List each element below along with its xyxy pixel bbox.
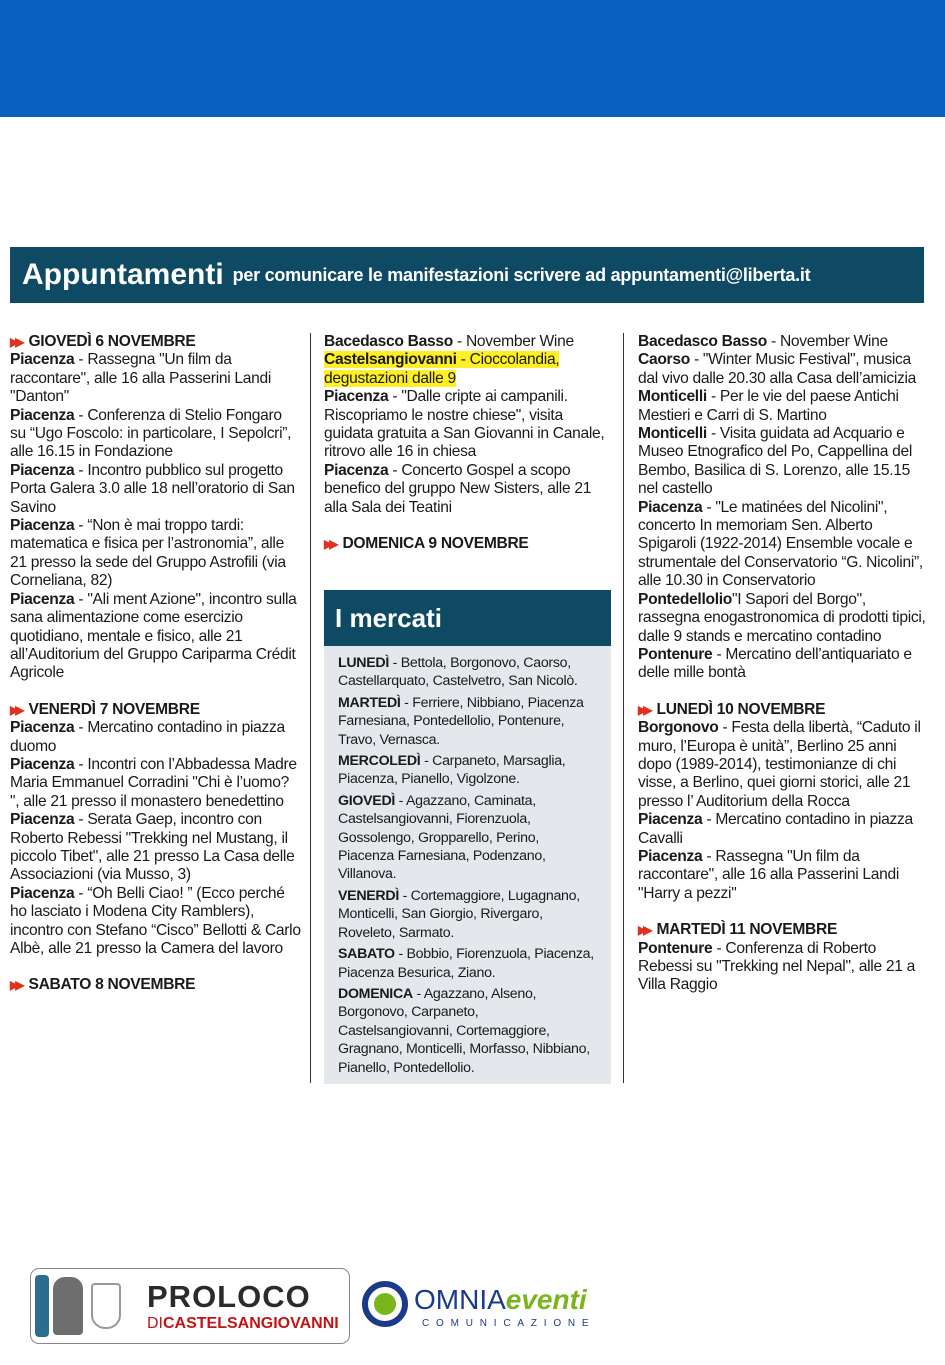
event-entry: Borgonovo - Festa della libertà, “Caduto il muro, l’Europa è unità”, Berlino 25 anni dopo (1989-2014), testimonianze di chi visse, a Berlino, quei giorni storici, alle 21 presso l’ Auditorium della Rocca bbox=[638, 719, 921, 810]
day-heading: ▶▶ LUNEDÌ 10 NOVEMBRE bbox=[638, 700, 826, 718]
event-entry: Piacenza - "Dalle cripte ai campanili. Riscopriamo le nostre chiese", visita guidata gratuita a San Giovanni in Canale, ritrovo alle 16 in chiesa bbox=[324, 388, 605, 461]
day-heading: ▶▶ DOMENICA 9 NOVEMBRE bbox=[324, 535, 529, 553]
event-entry: Piacenza - Mercatino contadino in piazza duomo bbox=[10, 719, 285, 755]
market-item: MARTEDÌ - Ferriere, Nibbiano, Piacenza Farnesiana, Pontedellolio, Pontenure, Travo, Vernasca. bbox=[338, 694, 584, 748]
double-arrow-icon: ▶▶ bbox=[10, 702, 21, 717]
person-silhouette-icon bbox=[53, 1277, 83, 1335]
banner-title: Appuntamenti bbox=[22, 258, 224, 291]
appuntamenti-banner bbox=[10, 247, 924, 303]
event-entry: Caorso - "Winter Music Festival", musica dal vivo dalle 20.30 alla Casa dell’amicizia bbox=[638, 351, 917, 387]
column-divider bbox=[310, 333, 311, 1083]
double-arrow-icon: ▶▶ bbox=[10, 978, 21, 993]
double-arrow-icon: ▶▶ bbox=[324, 537, 335, 552]
column-3 bbox=[638, 333, 928, 995]
proloco-side-label bbox=[35, 1275, 49, 1337]
column-1 bbox=[10, 333, 301, 995]
event-entry: Piacenza - Incontri con l’Abbadessa Madre Maria Emmanuel Corradini "Chi è l’uomo? ", alle 21 presso il monastero benedettino bbox=[10, 755, 297, 810]
proloco-logo bbox=[30, 1268, 350, 1344]
omnia-eventi-logo bbox=[362, 1276, 612, 1336]
column-divider bbox=[623, 333, 624, 1083]
event-entry: Monticelli - Per le vie del paese Antichi Mestieri e Carri di S. Martino bbox=[638, 388, 899, 424]
town-crest-icon bbox=[91, 1283, 121, 1329]
banner-subtitle: per comunicare le manifestazioni scrivere ad appuntamenti@liberta.it bbox=[232, 264, 811, 285]
event-entry: Bacedasco Basso - November Wine bbox=[324, 333, 574, 350]
event-entry: Piacenza - Mercatino contadino in piazza Cavalli bbox=[638, 811, 913, 847]
event-entry: Piacenza - Conferenza di Stelio Fongaro su “Ugo Foscolo: in particolare, I Sepolcri”, alle 16.15 in Fondazione bbox=[10, 406, 292, 461]
event-entry: Piacenza - “Non è mai troppo tardi: matematica e fisica per l’astronomia”, alle 21 presso la sede del Gruppo Astrofili (via Corneliana, 82) bbox=[10, 517, 286, 590]
omnia-wordmark: OMNIAeventi bbox=[414, 1284, 587, 1315]
event-entry: Pontenure - Mercatino dell’antiquariato e delle mille bontà bbox=[638, 645, 912, 682]
event-entry: Bacedasco Basso - November Wine bbox=[638, 333, 888, 350]
event-entry-highlighted: Castelsangiovanni - Cioccolandia, degustazioni dalle 9 bbox=[324, 351, 560, 387]
event-entry: Pontedellolio"I Sapori del Borgo", rassegna enogastronomica di prodotti tipici, dalle 9 stands e mercatino contadino bbox=[638, 590, 926, 645]
double-arrow-icon: ▶▶ bbox=[638, 923, 649, 938]
event-entry: Piacenza - "Le matinées del Nicolini", concerto In memoriam Sen. Alberto Spigaroli (1922-2014) Ensemble vocale e strumentale del Conservatorio “G. Nicolini”, alle 10.30 in Conservatorio bbox=[638, 498, 923, 590]
market-item: DOMENICA - Agazzano, Alseno, Borgonovo, Carpaneto, Castelsangiovanni, Cortemaggiore, Gragnano, Monticelli, Morfasso, Nibbiano, Pianello, Pontedellolio. bbox=[338, 985, 590, 1076]
market-item: SABATO - Bobbio, Fiorenzuola, Piacenza, Piacenza Besurica, Ziano. bbox=[338, 946, 594, 981]
market-item: MERCOLEDÌ - Carpaneto, Marsaglia, Piacenza, Pianello, Vigolzone. bbox=[338, 753, 566, 788]
double-arrow-icon: ▶▶ bbox=[10, 335, 21, 349]
event-entry: Pontenure - Conferenza di Roberto Rebessi su "Trekking nel Nepal", alle 21 a Villa Raggio bbox=[638, 939, 915, 994]
mercati-title: I mercati bbox=[324, 590, 611, 646]
day-heading: ▶▶ MARTEDÌ 11 NOVEMBRE bbox=[638, 921, 838, 939]
event-entry: Monticelli - Visita guidata ad Acquario e Museo Etnografico del Po, Cappellina del Bembo, Basilica di S. Lorenzo, alle 15.15 nel castello bbox=[638, 425, 913, 498]
double-arrow-icon: ▶▶ bbox=[638, 702, 649, 717]
omnia-tagline: COMUNICAZIONE bbox=[422, 1318, 596, 1329]
omnia-e-icon bbox=[362, 1281, 408, 1327]
event-entry: Piacenza - Concerto Gospel a scopo benefico del gruppo New Sisters, alle 21 alla Sala dei Teatini bbox=[324, 461, 592, 516]
market-item: VENERDÌ - Cortemaggiore, Lugagnano, Monticelli, San Giorgio, Rivergaro, Roveleto, Sarmato. bbox=[338, 887, 580, 941]
event-entry: Piacenza - Rassegna "Un film da raccontare", alle 16 alla Passerini Landi "Danton" bbox=[10, 351, 272, 406]
day-heading: ▶▶ VENERDÌ 7 NOVEMBRE bbox=[10, 700, 200, 718]
market-item: LUNEDÌ - Bettola, Borgonovo, Caorso, Castellarquato, Castelvetro, San Nicolò. bbox=[338, 655, 578, 690]
day-heading: ▶▶ GIOVEDÌ 6 NOVEMBRE bbox=[10, 333, 196, 350]
day-heading: ▶▶ SABATO 8 NOVEMBRE bbox=[10, 976, 196, 994]
top-blue-bar bbox=[0, 0, 945, 117]
event-entry: Piacenza - Serata Gaep, incontro con Roberto Rebessi "Trekking nel Mustang, il piccolo Tibet", alle 21 presso La Casa delle Associazioni (via Musso, 3) bbox=[10, 811, 295, 884]
event-entry: Piacenza - “Oh Belli Ciao! ” (Ecco perché ho lasciato i Modena City Ramblers), incontro con Stefano “Cisco” Bellotti & Carlo Albè, alle 21 presso la Camera del lavoro bbox=[10, 884, 301, 957]
mercati-box bbox=[324, 590, 611, 1084]
event-entry: Piacenza - "Ali ment Azione", incontro sulla sana alimentazione come esercizio quotidiano, mentale e fisico, alle 21 all’Auditorium del Gruppo Cariparma Crédit Agricole bbox=[10, 590, 297, 682]
market-item: GIOVEDÌ - Agazzano, Caminata, Castelsangiovanni, Fiorenzuola, Gossolengo, Gropparello, Perino, Piacenza Farnesiana, Podenzano, Villanova. bbox=[338, 792, 546, 883]
column-2 bbox=[324, 333, 612, 553]
event-entry: Piacenza - Rassegna "Un film da raccontare", alle 16 alla Passerini Landi "Harry a pezzi" bbox=[638, 847, 900, 902]
proloco-town: DICASTELSANGIOVANNI bbox=[147, 1315, 339, 1332]
proloco-wordmark: PROLOCO bbox=[147, 1279, 311, 1314]
event-entry: Piacenza - Incontro pubblico sul progetto Porta Galera 3.0 alle 18 nell’oratorio di San Savino bbox=[10, 461, 295, 516]
mercati-list bbox=[324, 646, 611, 1077]
